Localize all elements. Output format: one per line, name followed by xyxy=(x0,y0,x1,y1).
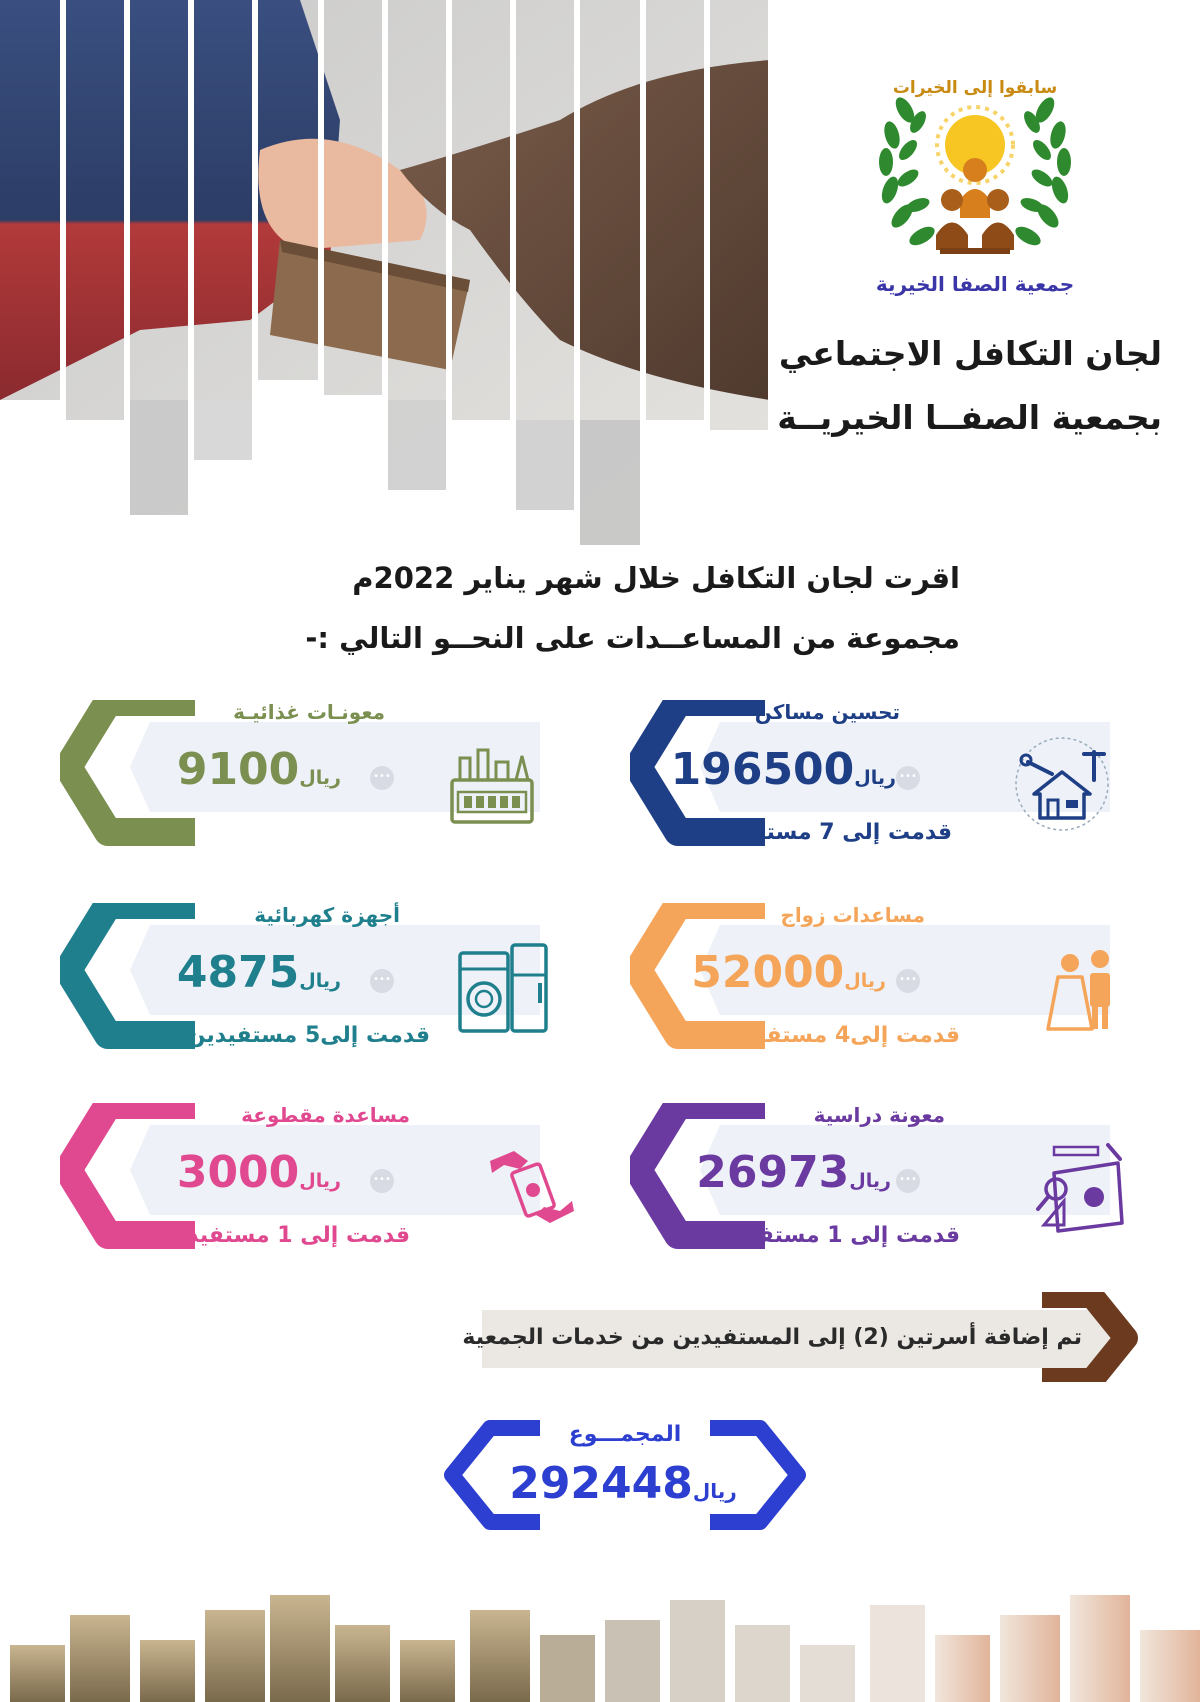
total-label: المجمـــوع xyxy=(568,1422,682,1447)
total-amount-value: 292448 xyxy=(509,1458,693,1509)
organization-title-line2: بجمعية الصفــا الخيريــة xyxy=(777,398,1162,437)
card-amount-value: 3000 xyxy=(176,1147,300,1198)
separator-dot-icon: ••• xyxy=(370,969,394,993)
card-currency: ريال xyxy=(854,767,896,789)
aid-card-lump-sum xyxy=(60,1103,580,1253)
card-beneficiaries: قدمت إلى4 مستفيدين xyxy=(716,1023,960,1048)
card-beneficiaries: قدمت إلى5 مستفيدين xyxy=(186,1023,430,1048)
card-amount xyxy=(177,1147,345,1198)
card-currency: ريال xyxy=(299,767,341,789)
coins-photo xyxy=(0,1585,1200,1702)
separator-dot-icon: ••• xyxy=(896,969,920,993)
card-currency: ريال xyxy=(299,970,341,992)
card-amount-value: 196500 xyxy=(670,744,855,795)
organization-logo xyxy=(860,60,1090,310)
card-currency: ريال xyxy=(299,1170,341,1192)
note-text: تم إضافة أسرتين (2) إلى المستفيدين من خدمات الجمعية xyxy=(462,1325,1082,1350)
intro-text xyxy=(260,548,960,668)
card-currency: ريال xyxy=(844,970,886,992)
card-category: تحسين مساكن xyxy=(754,700,900,724)
logo-motto: سابقوا إلى الخيرات xyxy=(892,78,1058,98)
total-amount xyxy=(430,1458,820,1509)
cash-hand-icon xyxy=(484,1139,580,1235)
aid-card-education xyxy=(630,1103,1150,1253)
card-amount xyxy=(671,744,900,795)
total-currency: ريال xyxy=(692,1479,737,1503)
card-amount xyxy=(696,1147,895,1198)
total-box xyxy=(430,1420,820,1530)
food-basket-icon xyxy=(444,736,540,832)
card-beneficiaries: قدمت إلى 1 مستفيد xyxy=(737,1223,960,1248)
card-amount-value: 26973 xyxy=(696,1147,850,1198)
appliances-icon xyxy=(454,939,550,1035)
card-category: مساعدة مقطوعة xyxy=(241,1103,410,1127)
card-category: مساعدات زواج xyxy=(780,903,925,927)
aid-card-food xyxy=(60,700,580,850)
hero-photo xyxy=(0,0,770,545)
card-category: أجهزة كهربائية xyxy=(254,903,400,927)
bride-groom-icon xyxy=(1034,939,1130,1035)
card-category: معونة دراسية xyxy=(813,1103,945,1127)
separator-dot-icon: ••• xyxy=(370,1169,394,1193)
aid-card-marriage xyxy=(630,903,1150,1053)
card-amount-value: 4875 xyxy=(176,947,300,998)
note-banner xyxy=(462,1292,1142,1382)
card-beneficiaries: قدمت إلى 7 مستفيدين xyxy=(701,820,952,845)
card-amount-value: 52000 xyxy=(691,947,845,998)
card-amount xyxy=(177,947,345,998)
intro-line1: اقرت لجان التكافل خلال شهر يناير 2022م xyxy=(352,561,960,595)
school-supplies-icon xyxy=(1034,1139,1130,1235)
organization-title xyxy=(742,322,1162,450)
aid-card-appliances xyxy=(60,903,580,1053)
card-currency: ريال xyxy=(849,1170,891,1192)
card-category: معونـات غذائيـة xyxy=(233,700,385,724)
card-amount xyxy=(691,947,890,998)
card-amount-value: 9100 xyxy=(176,744,300,795)
logo-name: جمعية الصفا الخيرية xyxy=(875,272,1075,296)
organization-title-line1: لجان التكافل الاجتماعي xyxy=(778,334,1162,373)
intro-line2: مجموعة من المساعــدات على النحــو التالي :- xyxy=(305,621,960,655)
house-repair-icon xyxy=(1014,736,1110,832)
aid-card-housing xyxy=(630,700,1150,850)
card-beneficiaries: قدمت إلى 1 مستفيد xyxy=(187,1223,410,1248)
separator-dot-icon: ••• xyxy=(370,766,394,790)
separator-dot-icon: ••• xyxy=(896,766,920,790)
separator-dot-icon: ••• xyxy=(896,1169,920,1193)
card-amount xyxy=(177,744,345,795)
